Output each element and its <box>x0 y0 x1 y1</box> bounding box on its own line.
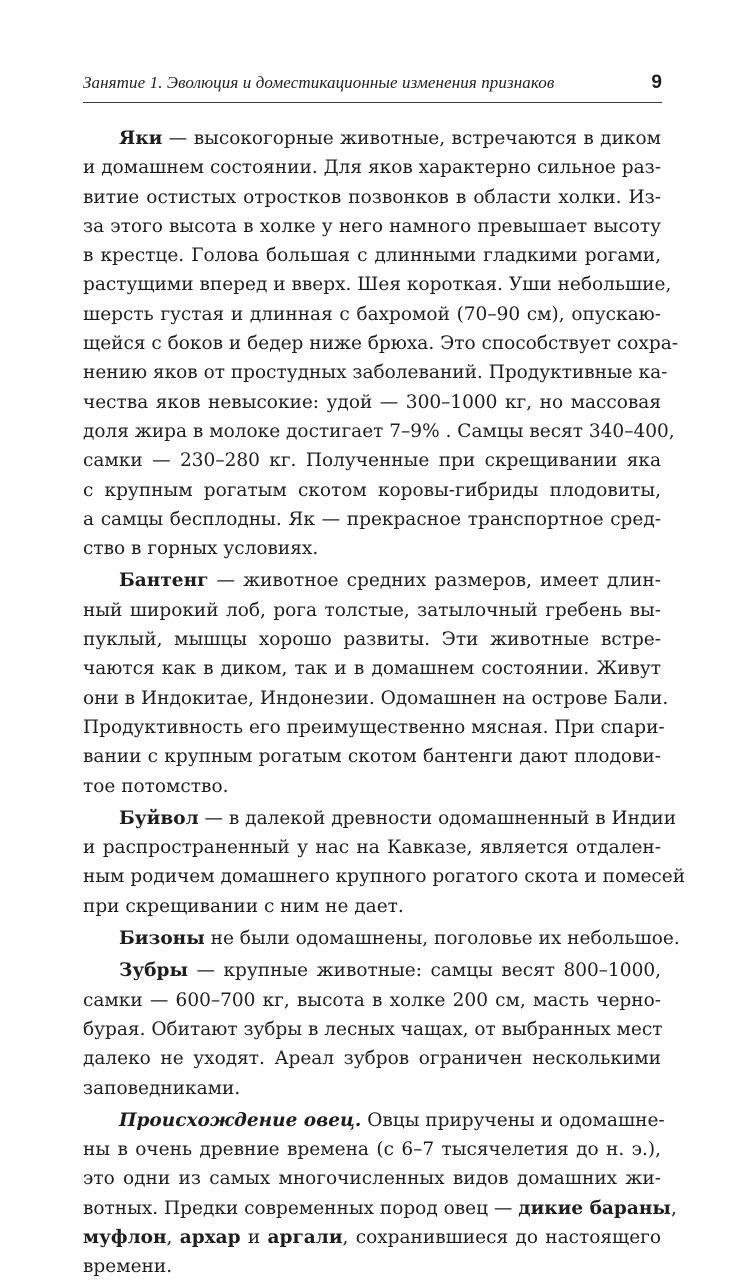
text-line <box>83 1044 661 1073</box>
text-run: ный широкий лоб, рога толстые, затылочный гребень вы- <box>83 599 661 621</box>
paragraph-sheep-origin <box>83 1106 677 1282</box>
text-line <box>83 892 661 921</box>
emphasized-term: Бизоны <box>119 928 205 950</box>
text-run: — крупные животные: самцы весят 800–1000, <box>188 960 661 982</box>
text-run: — в далекой древности одомашненный в Индии <box>198 807 677 829</box>
text-run: , сохранившиеся до настоящего <box>342 1226 661 1248</box>
text-line <box>83 1074 661 1103</box>
text-run: — высокогорные животные, встречаются в диком <box>162 128 661 149</box>
text-line <box>83 924 680 953</box>
text-line <box>83 596 661 625</box>
text-run: с крупным рогатым скотом коровы-гибриды плодовиты, <box>83 479 661 501</box>
page-body <box>83 124 686 1282</box>
text-run: в крестце. Голова большая с длинными гладкими рогами, <box>83 245 661 267</box>
text-run: нению яков от простудных заболеваний. Продуктивные ка- <box>83 362 668 384</box>
text-line <box>83 713 665 742</box>
text-line <box>83 329 678 358</box>
text-run: Продуктивность его преимущественно мясная. При спари- <box>83 716 665 738</box>
emphasized-term: муфлон <box>83 1226 167 1248</box>
text-run: самки — 230–280 кг. Полученные при скрещивании яка <box>83 450 661 472</box>
text-run: вотных. Предки современных пород овец — <box>83 1197 519 1219</box>
emphasized-term: Бантенг <box>119 570 209 592</box>
text-line <box>83 862 686 891</box>
text-run: времени. <box>83 1256 173 1278</box>
chapter-title: Занятие 1. Эволюция и доместикационные изменения признаков <box>83 73 555 92</box>
text-run: ным родичем домашнего крупного рогатого скота и помесей <box>83 866 686 888</box>
text-run: пуклый, мышцы хорошо развиты. Эти животные встре- <box>83 629 661 651</box>
emphasized-term: дикие бараны <box>518 1197 671 1219</box>
text-line <box>83 476 661 505</box>
text-run: это одни из самых многочисленных видов домашних жи- <box>83 1168 661 1190</box>
text-run: и распространенный у нас на Кавказе, является отдален- <box>83 837 661 859</box>
text-run: и домашнем состоянии. Для яков характерно сильное раз- <box>83 157 661 179</box>
text-run: не были одомашнены, поголовье их небольшое. <box>204 928 680 950</box>
text-line <box>83 358 668 387</box>
text-line <box>83 417 675 446</box>
text-line <box>83 566 661 595</box>
text-line <box>83 956 661 985</box>
emphasized-term: Происхождение овец. <box>119 1109 362 1131</box>
emphasized-term: Яки <box>119 128 163 149</box>
text-line <box>83 388 661 417</box>
text-line <box>83 804 677 833</box>
text-run: ны в очень древние времена (с 6–7 тысячелетия до н. э.), <box>83 1139 661 1161</box>
text-line <box>83 300 661 329</box>
paragraph-bison <box>83 924 680 953</box>
paragraph-wisent <box>83 956 661 1102</box>
emphasized-term: аргали <box>267 1226 343 1248</box>
text-run: они в Индокитае, Индонезии. Одомашнен на острове Бали. <box>83 687 669 709</box>
text-line <box>83 241 661 270</box>
text-line <box>83 742 661 771</box>
page-number: 9 <box>651 72 662 93</box>
text-line <box>83 153 661 182</box>
text-line <box>83 1106 665 1135</box>
emphasized-term: архар <box>179 1226 241 1248</box>
text-run: — животное средних размеров, имеет длин- <box>208 570 661 592</box>
text-run: шерсть густая и длинная с бахромой (70–90 см), опускаю- <box>83 303 661 325</box>
text-run: чества яков невысокие: удой — 300–1000 кг, но массовая <box>83 391 661 413</box>
text-line <box>83 1194 677 1223</box>
text-line <box>83 183 661 212</box>
text-run: бурая. Обитают зубры в лесных чащах, от выбранных мест <box>83 1018 663 1040</box>
paragraph-buffalo <box>83 804 686 921</box>
header-rule <box>83 102 662 103</box>
text-run: Овцы приручены и одомашне- <box>361 1109 665 1131</box>
text-run: щейся с боков и бедер ниже брюха. Это способствует сохра- <box>83 333 678 355</box>
text-line <box>83 684 669 713</box>
text-run: заповедниками. <box>83 1077 241 1099</box>
text-run: чаются как в диком, так и в домашнем состоянии. Живут <box>83 658 661 680</box>
text-run: за этого высота в холке у него намного превышает высоту <box>83 215 661 237</box>
paragraph-yaks <box>83 124 678 563</box>
text-run: растущими вперед и вверх. Шея короткая. Уши небольшие, <box>83 274 672 296</box>
text-line <box>83 654 661 683</box>
text-run: и <box>240 1226 268 1248</box>
paragraph-banteng <box>83 566 669 800</box>
text-run: далеко не уходят. Ареал зубров ограничен несколькими <box>83 1048 661 1070</box>
text-run: , <box>670 1197 677 1219</box>
text-run: при скрещивании с ним не дает. <box>83 895 404 917</box>
text-line <box>83 124 661 153</box>
text-line <box>83 1015 661 1044</box>
text-line <box>83 505 661 534</box>
text-run: самки — 600–700 кг, высота в холке 200 см, масть черно- <box>83 989 661 1011</box>
emphasized-term: Буйвол <box>119 807 199 829</box>
text-run: витие остистых отростков позвонков в области холки. Из- <box>83 186 661 208</box>
text-line <box>83 1135 661 1164</box>
text-run: , <box>166 1226 180 1248</box>
text-run: а самцы бесплодны. Як — прекрасное транспортное сред- <box>83 508 661 530</box>
text-line <box>83 270 672 299</box>
text-run: доля жира в молоке достигает 7–9% . Самцы весят 340–400, <box>83 420 675 442</box>
text-run: тое потомство. <box>83 775 229 797</box>
text-line <box>83 986 661 1015</box>
text-line <box>83 625 661 654</box>
text-run: вании с крупным рогатым скотом бантенги дают плодови- <box>83 746 661 768</box>
text-line <box>83 1252 661 1281</box>
text-line <box>83 212 661 241</box>
text-line <box>83 833 661 862</box>
text-run: ство в горных условиях. <box>83 538 319 560</box>
text-line <box>83 772 661 801</box>
text-line <box>83 1164 661 1193</box>
text-line <box>83 446 661 475</box>
emphasized-term: Зубры <box>119 960 189 982</box>
text-line <box>83 534 661 563</box>
text-line <box>83 1223 661 1252</box>
running-header <box>83 72 662 94</box>
